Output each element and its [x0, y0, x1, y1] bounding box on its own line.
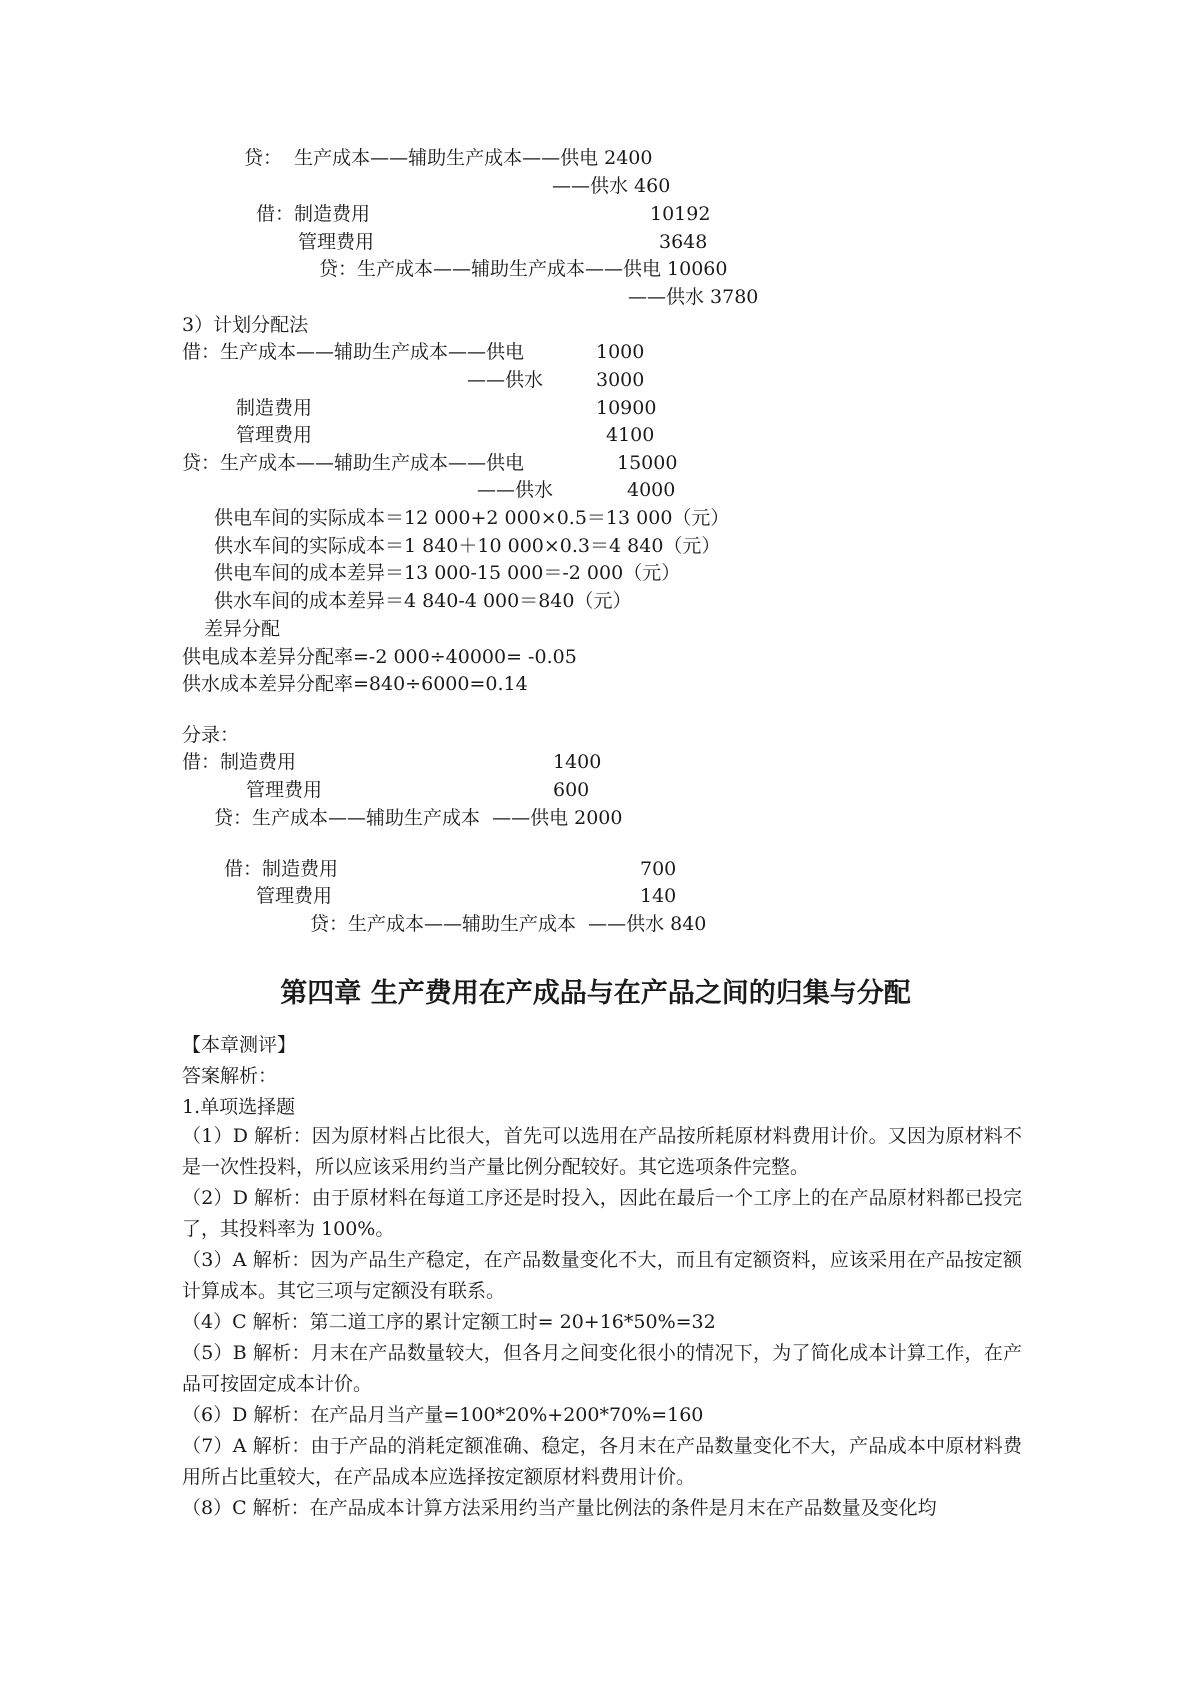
chapter-title: 第四章 生产费用在产成品与在产品之间的归集与分配 [280, 978, 911, 1009]
entry-line: 贷：生产成本——辅助生产成本 ——供水 840 [310, 913, 707, 935]
entry-line: 管理费用 [236, 424, 313, 446]
entry-amount: 4000 [627, 479, 676, 501]
entry-amount: 15000 [617, 452, 678, 474]
calc-line: 供水车间的实际成本＝1 840＋10 000×0.3＝4 840（元） [214, 535, 721, 557]
entry-amount: 3000 [596, 369, 645, 391]
section-heading: 分录： [182, 724, 240, 746]
entry-line: 管理费用 [246, 779, 323, 801]
entry-line: 贷： 生产成本——辅助生产成本——供电 2400 [244, 147, 653, 169]
answer-item: （7）A 解析：由于产品的消耗定额准确、稳定，各月末在产品数量变化不大，产品成本中原材料费用所占比重较大，在产品成本应选择按定额原材料费用计价。 [182, 1435, 1022, 1488]
test-heading: 【本章测评】 [182, 1034, 297, 1056]
entry-amount: 700 [640, 858, 677, 880]
entry-line: 贷：生产成本——辅助生产成本——供电 [182, 452, 525, 474]
entry-amount: 10900 [596, 397, 657, 419]
answer-item: （3）A 解析：因为产品生产稳定，在产品数量变化不大，而且有定额资料，应该采用在产品按定额计算成本。其它三项与定额没有联系。 [182, 1249, 1022, 1302]
entry-line: 管理费用 [256, 885, 333, 907]
entry-amount: 4100 [606, 424, 655, 446]
entry-amount: 140 [640, 885, 677, 907]
answer-item: （4）C 解析：第二道工序的累计定额工时= 20+16*50%=32 [182, 1311, 716, 1333]
section-heading: 3）计划分配法 [182, 314, 309, 336]
calc-line: 供电车间的成本差异＝13 000-15 000＝-2 000（元） [214, 562, 681, 584]
entry-line: ——供水 3780 [628, 286, 759, 308]
calc-line: 供电车间的实际成本＝12 000+2 000×0.5＝13 000（元） [214, 507, 730, 529]
entry-amount: 1400 [553, 751, 602, 773]
entry-line: 贷：生产成本——辅助生产成本——供电 10060 [319, 258, 728, 280]
entry-amount: 3648 [659, 231, 708, 253]
entry-line: ——供水 [477, 479, 554, 501]
entry-line: 借：制造费用 [182, 751, 297, 773]
entry-amount: 600 [553, 779, 590, 801]
entry-line: 制造费用 [236, 397, 313, 419]
entry-line: ——供水 460 [552, 175, 671, 197]
entry-line: 借：生产成本——辅助生产成本——供电 [182, 341, 525, 363]
subsection-heading: 差异分配 [204, 618, 281, 640]
answer-item: （2）D 解析：由于原材料在每道工序还是时投入，因此在最后一个工序上的在产品原材料都已投完了，其投料率为 100%。 [182, 1187, 1022, 1240]
calc-line: 供水车间的成本差异＝4 840-4 000＝840（元） [214, 590, 632, 612]
rate-line: 供水成本差异分配率=840÷6000=0.14 [182, 673, 528, 695]
answer-item: （6）D 解析：在产品月当产量=100*20%+200*70%=160 [182, 1404, 704, 1426]
answer-item: （1）D 解析：因为原材料占比很大，首先可以选用在产品按所耗原材料费用计价。又因为原材料不是一次性投料，所以应该采用约当产量比例分配较好。其它选项条件完整。 [182, 1125, 1022, 1178]
entry-line: 借：制造费用 [256, 203, 371, 225]
entry-line: ——供水 [467, 369, 544, 391]
rate-line: 供电成本差异分配率=-2 000÷40000= -0.05 [182, 646, 577, 668]
section-heading: 1.单项选择题 [182, 1096, 296, 1118]
answer-item: （5）B 解析：月末在产品数量较大，但各月之间变化很小的情况下，为了简化成本计算工作，在产品可按固定成本计价。 [182, 1342, 1022, 1395]
entry-line: 贷：生产成本——辅助生产成本 ——供电 2000 [214, 807, 623, 829]
answer-heading: 答案解析： [182, 1065, 278, 1087]
entry-amount: 10192 [650, 203, 711, 225]
entry-line: 借：制造费用 [224, 858, 339, 880]
entry-line: 管理费用 [298, 231, 375, 253]
entry-amount: 1000 [596, 341, 645, 363]
answer-item: （8）C 解析：在产品成本计算方法采用约当产量比例法的条件是月末在产品数量及变化均 [182, 1497, 937, 1519]
